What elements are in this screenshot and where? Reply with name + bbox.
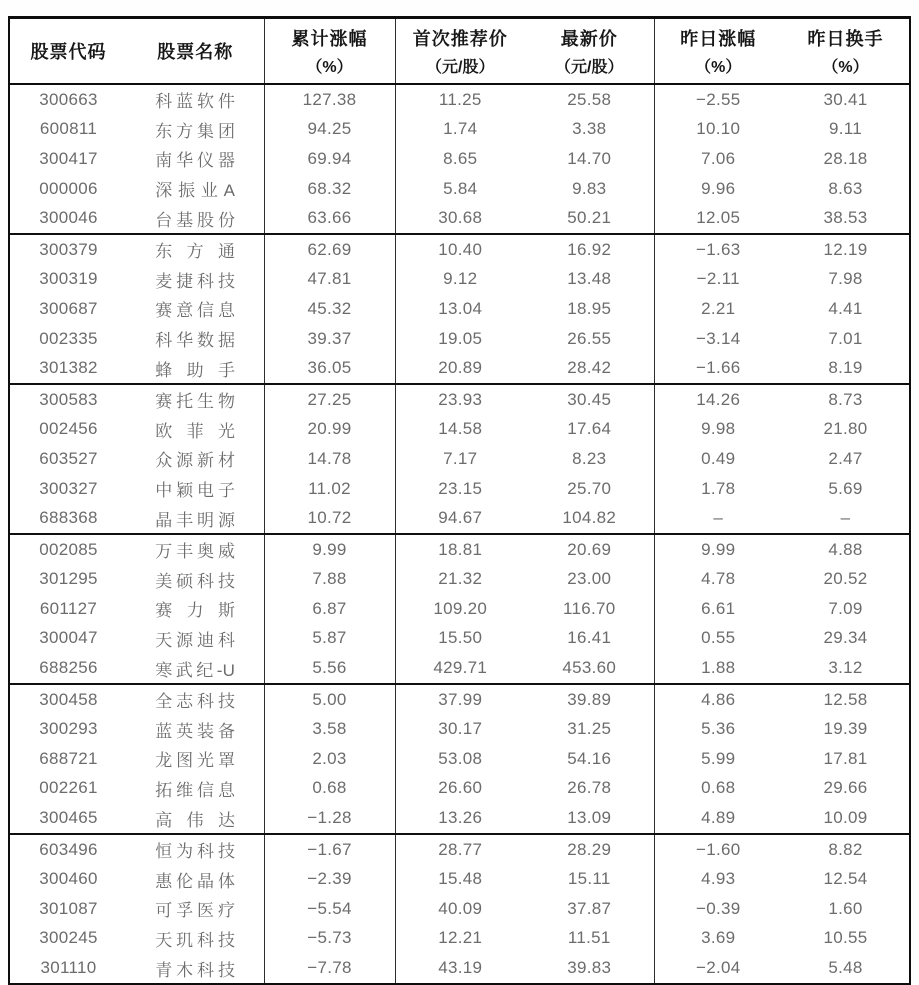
column-header-unit: （元/股）	[426, 59, 495, 76]
yesterday-gain-pct-cell: –	[654, 503, 782, 534]
latest-price-cell: 25.70	[525, 474, 654, 504]
latest-price-cell: 20.69	[525, 534, 654, 565]
stock-name-text: 东方通	[155, 242, 236, 262]
yesterday-gain-pct-cell: −0.39	[695, 898, 741, 918]
yesterday-turnover-pct-cell: 5.69	[828, 478, 863, 498]
yesterday-gain-pct-cell: 6.61	[701, 598, 736, 618]
first-recommend-price-cell: 19.05	[438, 328, 483, 348]
cumulative-gain-pct-cell: −7.78	[264, 953, 395, 985]
first-recommend-price-cell: 53.08	[438, 748, 483, 768]
cumulative-gain-pct-cell: 5.56	[264, 653, 395, 684]
table-row	[9, 653, 910, 684]
cumulative-gain-pct-cell: 47.81	[264, 265, 395, 295]
cumulative-gain-pct-cell: 68.32	[264, 174, 395, 204]
yesterday-turnover-pct-cell: 12.58	[823, 689, 868, 709]
stock-name-cell	[127, 415, 264, 445]
stock-code-cell: 688256	[9, 653, 127, 684]
yesterday-turnover-pct-cell: 12.19	[823, 239, 868, 259]
table-row	[9, 714, 910, 744]
table-row	[9, 594, 910, 624]
yesterday-gain-pct-cell: 3.69	[701, 928, 736, 948]
stock-code-cell: 688721	[39, 748, 98, 768]
latest-price-cell: 14.70	[525, 144, 654, 174]
yesterday-gain-pct-cell: 0.55	[701, 628, 736, 648]
latest-price-cell: 28.29	[525, 834, 654, 865]
cumulative-gain-pct-cell: 6.87	[264, 594, 395, 624]
stock-name-cell	[127, 684, 264, 715]
stock-name-text: 蓝英装备	[155, 721, 236, 741]
yesterday-gain-pct-cell: 4.78	[701, 569, 736, 589]
cumulative-gain-pct-cell: 10.72	[264, 503, 395, 534]
yesterday-gain-pct-cell: 0.49	[701, 448, 736, 468]
table-header	[9, 18, 910, 85]
column-header-yesterday-turnover-pct	[782, 18, 910, 85]
latest-price-cell: 116.70	[525, 594, 654, 624]
yesterday-turnover-pct-cell: 9.11	[828, 119, 863, 139]
table-row	[9, 803, 910, 834]
stock-name-text: 中颖电子	[155, 481, 236, 501]
cumulative-gain-pct-cell: 127.38	[264, 84, 395, 115]
stock-code-cell: 300583	[39, 389, 98, 409]
cumulative-gain-pct-cell: 7.88	[264, 565, 395, 595]
stock-code-cell: 002456	[39, 419, 98, 439]
stock-name-text: 万丰奥威	[155, 542, 236, 562]
latest-price-cell: 453.60	[525, 653, 654, 684]
first-recommend-price-cell: 9.12	[443, 269, 478, 289]
stock-name-cell	[127, 834, 264, 865]
yesterday-gain-pct-cell: −3.14	[695, 328, 741, 348]
cumulative-gain-pct-cell: 9.99	[264, 534, 395, 565]
yesterday-gain-pct-cell: −1.66	[654, 353, 782, 384]
stock-code-cell: 300293	[39, 719, 98, 739]
table-row	[9, 265, 910, 295]
yesterday-turnover-pct-cell: 12.54	[823, 869, 868, 889]
latest-price-cell: 13.48	[525, 265, 654, 295]
stock-name-cell	[127, 353, 264, 384]
stock-name-text: 东方集团	[155, 121, 236, 141]
yesterday-gain-pct-cell: 4.93	[701, 869, 736, 889]
first-recommend-price-cell: 14.58	[438, 419, 483, 439]
stock-name-cell	[127, 144, 264, 174]
stock-name-cell	[127, 565, 264, 595]
first-recommend-price-cell: 1.74	[443, 119, 478, 139]
first-recommend-price-cell: 43.19	[438, 958, 483, 978]
yesterday-gain-pct-cell: −1.63	[695, 239, 741, 259]
first-recommend-price-cell: 429.71	[395, 653, 525, 684]
yesterday-gain-pct-cell: 5.99	[701, 748, 736, 768]
first-recommend-price-cell: 7.17	[443, 448, 478, 468]
first-recommend-price-cell: 30.68	[395, 203, 525, 234]
column-header-label: 股票名称	[157, 42, 234, 62]
table-row	[9, 834, 910, 865]
yesterday-turnover-pct-cell: 38.53	[782, 203, 910, 234]
first-recommend-price-cell: 94.67	[395, 503, 525, 534]
column-header-cumulative-gain-pct	[264, 18, 395, 85]
yesterday-gain-pct-cell: 12.05	[654, 203, 782, 234]
first-recommend-price-cell: 23.15	[438, 478, 483, 498]
table-row	[9, 324, 910, 354]
cumulative-gain-pct-cell: 45.32	[264, 294, 395, 324]
table-row	[9, 953, 910, 985]
stock-name-cell	[127, 115, 264, 145]
cumulative-gain-pct-cell: 2.03	[264, 744, 395, 774]
yesterday-gain-pct-cell: −2.55	[695, 89, 741, 109]
stock-name-cell	[127, 203, 264, 234]
first-recommend-price-cell: 109.20	[433, 598, 488, 618]
table-row	[9, 534, 910, 565]
table-row	[9, 234, 910, 265]
table-row	[9, 624, 910, 654]
first-recommend-price-cell: 15.50	[438, 628, 483, 648]
stock-name-text: 天玑科技	[155, 930, 236, 950]
stock-name-text: 欧菲光	[155, 421, 236, 441]
stock-name-text: 台基股份	[155, 210, 236, 230]
cumulative-gain-pct-cell: 5.87	[264, 624, 395, 654]
first-recommend-price-cell: 20.89	[395, 353, 525, 384]
column-header-label: 股票代码	[30, 42, 107, 62]
first-recommend-price-cell: 12.21	[438, 928, 483, 948]
cumulative-gain-pct-cell: −5.54	[264, 894, 395, 924]
yesterday-gain-pct-cell: 1.78	[701, 478, 736, 498]
stock-code-cell: 300458	[39, 689, 98, 709]
stock-code-cell: 300245	[39, 928, 98, 948]
table-row	[9, 444, 910, 474]
stock-name-cell	[127, 594, 264, 624]
stock-name-text: 蜂助手	[155, 360, 236, 380]
first-recommend-price-cell: 30.17	[438, 719, 483, 739]
latest-price-cell: 18.95	[525, 294, 654, 324]
stock-name-cell	[127, 294, 264, 324]
first-recommend-price-cell: 8.65	[443, 148, 478, 168]
table-row	[9, 294, 910, 324]
table-row	[9, 684, 910, 715]
yesterday-turnover-pct-cell: 28.18	[823, 148, 868, 168]
latest-price-cell: 11.51	[525, 924, 654, 954]
column-header-stock-code	[9, 18, 127, 85]
latest-price-cell: 26.55	[525, 324, 654, 354]
stock-code-cell: 300687	[39, 298, 98, 318]
yesterday-gain-pct-cell: 9.96	[701, 178, 736, 198]
stock-name-cell	[127, 265, 264, 295]
stock-code-cell: 688368	[9, 503, 127, 534]
stock-name-text: 寒武纪-U	[155, 660, 236, 680]
cumulative-gain-pct-cell: 63.66	[264, 203, 395, 234]
column-header-unit: （元/股）	[555, 59, 624, 76]
yesterday-turnover-pct-cell: 29.66	[823, 778, 868, 798]
cumulative-gain-pct-cell: −1.67	[264, 834, 395, 865]
cumulative-gain-pct-cell: 0.68	[264, 774, 395, 804]
yesterday-turnover-pct-cell: –	[782, 503, 910, 534]
first-recommend-price-cell: 23.93	[438, 389, 483, 409]
stock-name-text: 晶丰明源	[155, 510, 236, 530]
column-header-unit: （%）	[306, 59, 353, 76]
stock-code-cell: 300417	[39, 148, 98, 168]
yesterday-turnover-pct-cell: 20.52	[823, 569, 868, 589]
table-row	[9, 384, 910, 415]
stock-name-cell	[127, 234, 264, 265]
column-header-label: 昨日换手	[807, 29, 884, 49]
yesterday-turnover-pct-cell: 8.82	[828, 839, 863, 859]
stock-name-text: 龙图光罩	[155, 751, 236, 771]
cumulative-gain-pct-cell: 39.37	[264, 324, 395, 354]
stock-name-text: 赛意信息	[155, 301, 236, 321]
first-recommend-price-cell: 26.60	[438, 778, 483, 798]
yesterday-gain-pct-cell: −2.04	[695, 958, 741, 978]
table-row	[9, 353, 910, 384]
stock-name-text: 青木科技	[155, 960, 236, 980]
stock-name-text: 科蓝软件	[155, 92, 236, 112]
yesterday-turnover-pct-cell: 5.48	[828, 958, 863, 978]
table-row	[9, 894, 910, 924]
stock-name-text: 全志科技	[155, 692, 236, 712]
latest-price-cell: 26.78	[525, 774, 654, 804]
latest-price-cell: 23.00	[525, 565, 654, 595]
yesterday-turnover-pct-cell: 10.55	[823, 928, 868, 948]
latest-price-cell: 50.21	[525, 203, 654, 234]
yesterday-turnover-pct-cell: 3.12	[782, 653, 910, 684]
stock-name-text: 众源新材	[155, 451, 236, 471]
yesterday-gain-pct-cell: 9.98	[701, 419, 736, 439]
column-header-label: 最新价	[560, 29, 618, 49]
first-recommend-price-cell: 11.25	[438, 89, 482, 109]
stock-code-cell: 300460	[39, 869, 98, 889]
table-row	[9, 174, 910, 204]
cumulative-gain-pct-cell: 69.94	[264, 144, 395, 174]
stock-name-text: 深振业A	[155, 181, 236, 201]
stock-name-cell	[127, 864, 264, 894]
column-header-latest-price	[525, 18, 654, 85]
latest-price-cell: 16.92	[525, 234, 654, 265]
stock-name-text: 南华仪器	[155, 151, 236, 171]
stock-name-cell	[127, 444, 264, 474]
yesterday-turnover-pct-cell: 8.73	[828, 389, 863, 409]
yesterday-turnover-pct-cell: 8.63	[828, 178, 863, 198]
latest-price-cell: 39.83	[525, 953, 654, 985]
table-row	[9, 503, 910, 534]
stock-code-cell: 000006	[39, 178, 98, 198]
yesterday-gain-pct-cell: 14.26	[696, 389, 741, 409]
stock-code-cell: 603496	[39, 839, 98, 859]
stock-code-cell: 301382	[9, 353, 127, 384]
stock-name-cell	[127, 953, 264, 985]
first-recommend-price-cell: 5.84	[443, 178, 478, 198]
latest-price-cell: 54.16	[525, 744, 654, 774]
cumulative-gain-pct-cell: 11.02	[264, 474, 395, 504]
stock-name-cell	[127, 534, 264, 565]
latest-price-cell: 16.41	[525, 624, 654, 654]
yesterday-turnover-pct-cell: 2.47	[828, 448, 863, 468]
stock-name-cell	[127, 384, 264, 415]
stock-name-cell	[127, 174, 264, 204]
table-row	[9, 84, 910, 115]
latest-price-cell: 31.25	[525, 714, 654, 744]
stock-code-cell: 300379	[39, 239, 98, 259]
stock-name-cell	[127, 803, 264, 834]
stock-name-cell	[127, 474, 264, 504]
yesterday-gain-pct-cell: 5.36	[701, 719, 736, 739]
column-header-stock-name	[127, 18, 264, 85]
stock-code-cell: 301087	[39, 898, 98, 918]
table-row	[9, 774, 910, 804]
table-row	[9, 474, 910, 504]
stock-name-cell	[127, 744, 264, 774]
column-header-label: 首次推荐价	[412, 29, 508, 49]
yesterday-turnover-pct-cell: 19.39	[823, 719, 868, 739]
cumulative-gain-pct-cell: 5.00	[264, 684, 395, 715]
stock-name-cell	[127, 924, 264, 954]
table-row	[9, 115, 910, 145]
cumulative-gain-pct-cell: 94.25	[264, 115, 395, 145]
yesterday-turnover-pct-cell: 30.41	[823, 89, 868, 109]
stock-name-cell	[127, 894, 264, 924]
stock-code-cell: 002261	[39, 778, 98, 798]
first-recommend-price-cell: 15.48	[438, 869, 483, 889]
stock-name-cell	[127, 503, 264, 534]
stock-name-cell	[127, 624, 264, 654]
stock-name-text: 可孚医疗	[155, 901, 236, 921]
latest-price-cell: 104.82	[525, 503, 654, 534]
column-header-label: 累计涨幅	[291, 29, 368, 49]
stock-code-cell: 300663	[39, 89, 98, 109]
column-header-unit: （%）	[695, 59, 742, 76]
stock-name-text: 麦捷科技	[155, 271, 236, 291]
first-recommend-price-cell: 13.04	[438, 298, 483, 318]
stock-name-text: 科华数据	[155, 331, 236, 351]
stock-code-cell: 601127	[39, 598, 98, 618]
yesterday-gain-pct-cell: 7.06	[701, 148, 736, 168]
cumulative-gain-pct-cell: −1.28	[264, 803, 395, 834]
latest-price-cell: 9.83	[525, 174, 654, 204]
yesterday-gain-pct-cell: −2.11	[696, 269, 740, 289]
table-row	[9, 203, 910, 234]
latest-price-cell: 28.42	[525, 353, 654, 384]
latest-price-cell: 15.11	[525, 864, 654, 894]
stock-code-cell: 301110	[40, 958, 97, 978]
yesterday-turnover-pct-cell: 29.34	[823, 628, 868, 648]
table-row	[9, 744, 910, 774]
yesterday-gain-pct-cell: 2.21	[701, 298, 736, 318]
stock-name-text: 拓维信息	[155, 780, 236, 800]
yesterday-turnover-pct-cell: 7.98	[828, 269, 863, 289]
stock-name-cell	[127, 714, 264, 744]
latest-price-cell: 13.09	[525, 803, 654, 834]
latest-price-cell: 30.45	[525, 384, 654, 415]
yesterday-gain-pct-cell: 4.86	[701, 689, 736, 709]
table-row	[9, 924, 910, 954]
first-recommend-price-cell: 21.32	[438, 569, 483, 589]
stock-code-cell: 603527	[39, 448, 98, 468]
stock-name-text: 惠伦晶体	[155, 871, 236, 891]
latest-price-cell: 25.58	[525, 84, 654, 115]
yesterday-gain-pct-cell: 4.89	[654, 803, 782, 834]
first-recommend-price-cell: 13.26	[395, 803, 525, 834]
yesterday-turnover-pct-cell: 7.01	[828, 328, 863, 348]
stock-name-text: 赛托生物	[155, 392, 236, 412]
yesterday-turnover-pct-cell: 7.09	[828, 598, 863, 618]
yesterday-turnover-pct-cell: 1.60	[828, 898, 863, 918]
stock-code-cell: 300047	[39, 628, 98, 648]
yesterday-gain-pct-cell: 10.10	[696, 119, 741, 139]
table-row	[9, 565, 910, 595]
stock-name-text: 美硕科技	[155, 571, 236, 591]
cumulative-gain-pct-cell: −2.39	[264, 864, 395, 894]
yesterday-gain-pct-cell: −1.60	[695, 839, 741, 859]
cumulative-gain-pct-cell: 3.58	[264, 714, 395, 744]
cumulative-gain-pct-cell: 14.78	[264, 444, 395, 474]
column-header-label: 昨日涨幅	[680, 29, 757, 49]
yesterday-gain-pct-cell: 9.99	[701, 539, 736, 559]
table-row	[9, 864, 910, 894]
cumulative-gain-pct-cell: −5.73	[264, 924, 395, 954]
latest-price-cell: 17.64	[525, 415, 654, 445]
stock-name-cell	[127, 653, 264, 684]
stock-name-text: 天源迪科	[155, 630, 236, 650]
stock-code-cell: 300465	[9, 803, 127, 834]
yesterday-gain-pct-cell: 0.68	[701, 778, 736, 798]
yesterday-turnover-pct-cell: 21.80	[823, 419, 868, 439]
stock-code-cell: 300327	[39, 478, 98, 498]
latest-price-cell: 39.89	[525, 684, 654, 715]
stock-name-text: 高伟达	[155, 810, 236, 830]
stock-code-cell: 300046	[9, 203, 127, 234]
stock-code-cell: 600811	[39, 119, 98, 139]
cumulative-gain-pct-cell: 36.05	[264, 353, 395, 384]
column-header-unit: （%）	[822, 59, 869, 76]
table-body	[9, 84, 910, 985]
table-row	[9, 415, 910, 445]
yesterday-gain-pct-cell: 1.88	[654, 653, 782, 684]
header-row	[9, 18, 910, 85]
cumulative-gain-pct-cell: 27.25	[264, 384, 395, 415]
stock-name-cell	[127, 84, 264, 115]
first-recommend-price-cell: 40.09	[438, 898, 483, 918]
yesterday-turnover-pct-cell: 4.41	[828, 298, 863, 318]
stock-code-cell: 301295	[39, 569, 98, 589]
first-recommend-price-cell: 10.40	[438, 239, 483, 259]
cumulative-gain-pct-cell: 20.99	[264, 415, 395, 445]
yesterday-turnover-pct-cell: 8.19	[782, 353, 910, 384]
stock-name-cell	[127, 774, 264, 804]
cumulative-gain-pct-cell: 62.69	[264, 234, 395, 265]
stock-name-cell	[127, 324, 264, 354]
yesterday-turnover-pct-cell: 10.09	[782, 803, 910, 834]
first-recommend-price-cell: 28.77	[438, 839, 483, 859]
stock-code-cell: 300319	[39, 269, 98, 289]
stock-name-text: 赛力斯	[155, 601, 236, 621]
first-recommend-price-cell: 37.99	[438, 689, 483, 709]
first-recommend-price-cell: 18.81	[438, 539, 483, 559]
table-row	[9, 144, 910, 174]
latest-price-cell: 3.38	[525, 115, 654, 145]
stock-code-cell: 002085	[39, 539, 98, 559]
latest-price-cell: 37.87	[525, 894, 654, 924]
yesterday-turnover-pct-cell: 4.88	[828, 539, 863, 559]
yesterday-turnover-pct-cell: 17.81	[823, 748, 868, 768]
latest-price-cell: 8.23	[525, 444, 654, 474]
stock-name-text: 恒为科技	[155, 842, 236, 862]
column-header-yesterday-gain-pct	[654, 18, 782, 85]
stock-code-cell: 002335	[39, 328, 98, 348]
stock-recommendation-table	[8, 16, 911, 985]
column-header-first-recommend-price	[395, 18, 525, 85]
